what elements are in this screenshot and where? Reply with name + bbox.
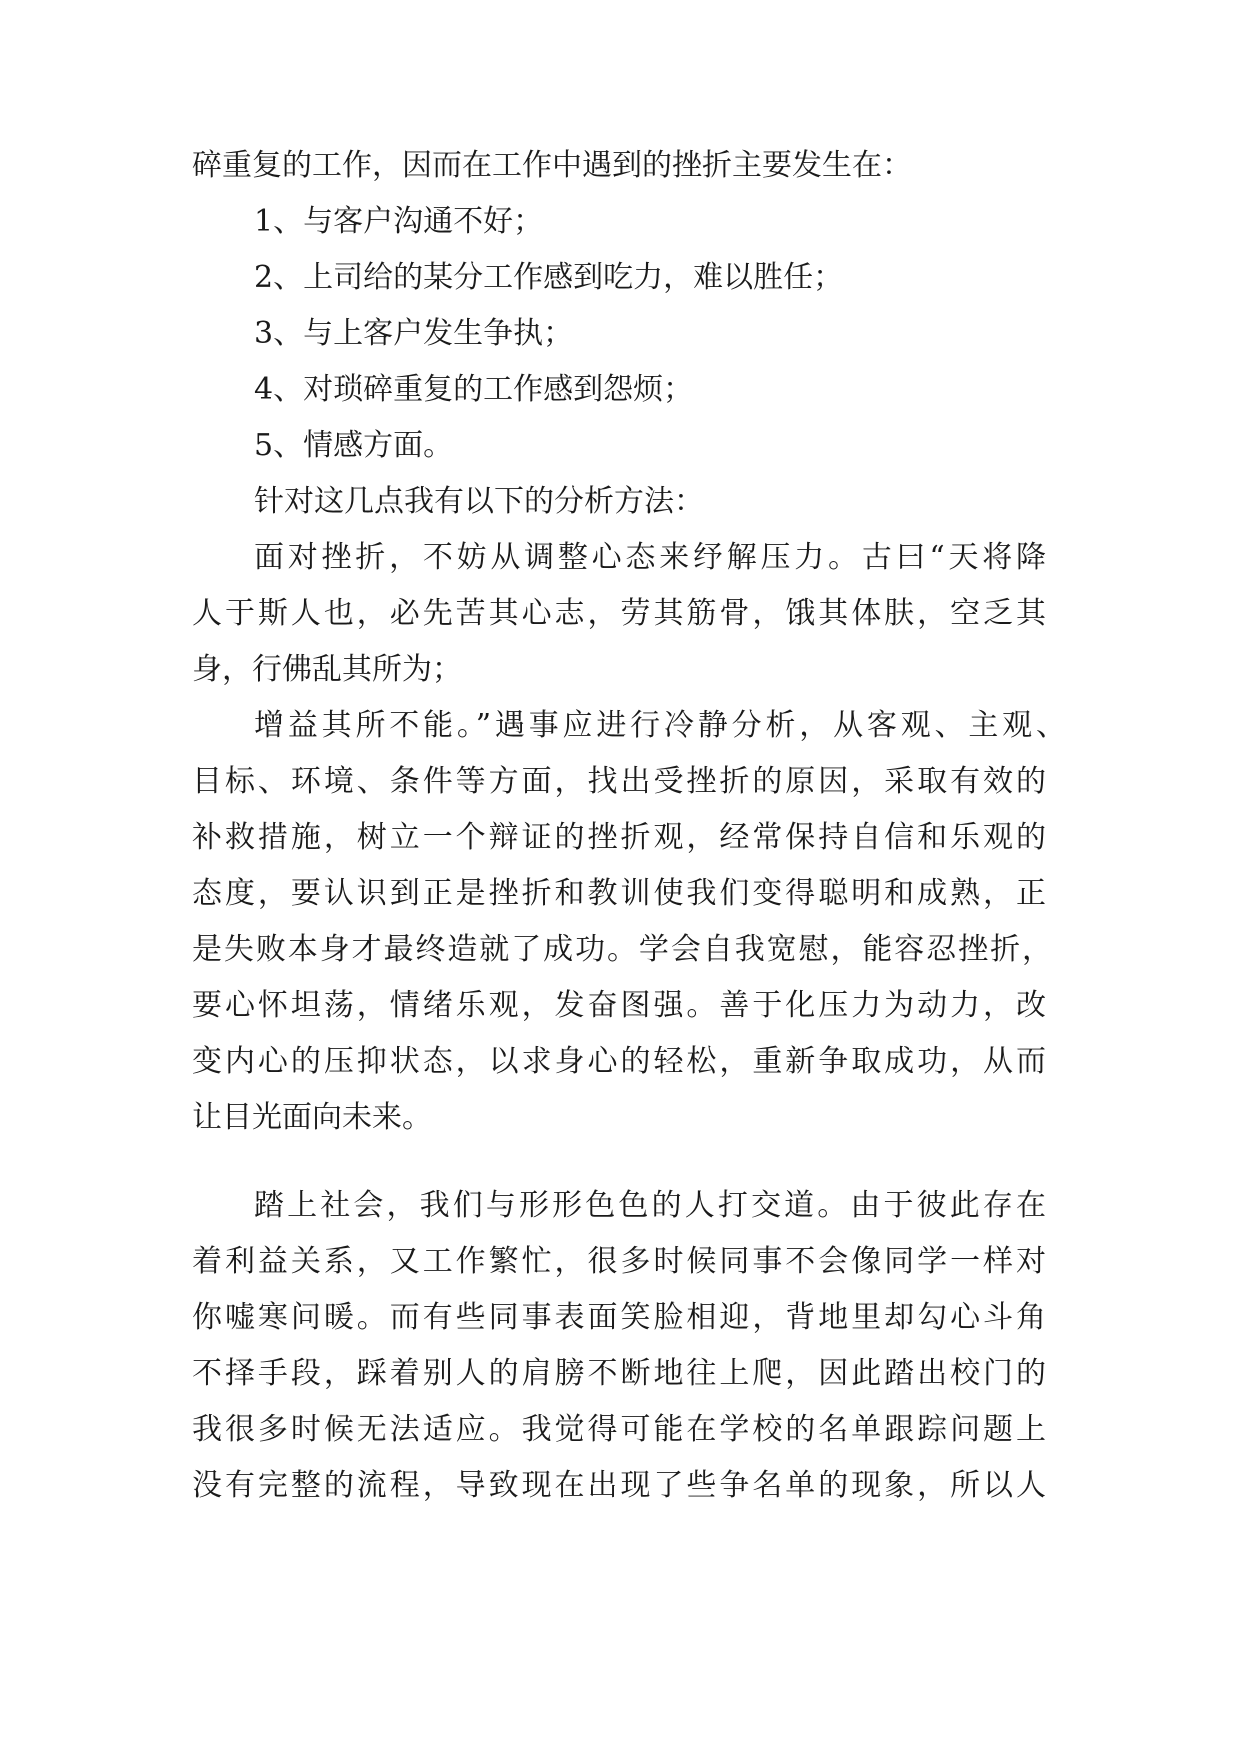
text-line [0, 1454, 1046, 1518]
text-line [0, 470, 1241, 534]
text-line-content: 4、对琐碎重复的工作感到怨烦； [254, 372, 694, 407]
text-line-content: 目标、环境、条件等方面，找出受挫折的原因，采取有效的 [192, 764, 1046, 799]
text-line [0, 1086, 1241, 1150]
text-line [0, 974, 1046, 1038]
text-line [0, 1230, 1046, 1294]
text-line [0, 1398, 1046, 1462]
text-line-content: 态度，要认识到正是挫折和教训使我们变得聪明和成熟，正 [192, 876, 1046, 911]
text-line-content: 不择手段，踩着别人的肩膀不断地往上爬，因此踏出校门的 [192, 1356, 1046, 1391]
text-line [0, 1030, 1046, 1094]
list-item [0, 190, 1241, 254]
text-line [0, 638, 1241, 702]
text-line [0, 862, 1046, 926]
text-line-content: 着利益关系，又工作繁忙，很多时候同事不会像同学一样对 [192, 1244, 1046, 1279]
text-line-content: 针对这几点我有以下的分析方法： [254, 484, 704, 519]
text-line [0, 526, 1046, 590]
text-line [0, 918, 1052, 982]
text-line-content: 踏上社会，我们与形形色色的人打交道。由于彼此存在 [254, 1188, 1046, 1223]
text-line-content: 5、情感方面。 [254, 428, 454, 463]
list-item [0, 246, 1241, 310]
text-line [0, 806, 1046, 870]
list-item [0, 302, 1241, 366]
text-line-content: 3、与上客户发生争执； [254, 316, 574, 351]
text-line-content: 要心怀坦荡，情绪乐观，发奋图强。善于化压力为动力，改 [192, 988, 1046, 1023]
list-item [0, 414, 1241, 478]
text-line-content: 变内心的压抑状态，以求身心的轻松，重新争取成功，从而 [192, 1044, 1046, 1079]
text-line-content: 1、与客户沟通不好； [254, 204, 544, 239]
text-line [0, 1286, 1046, 1350]
text-line [0, 134, 1241, 198]
text-line-content: 面对挫折，不妨从调整心态来纾解压力。古曰“天将降 [254, 540, 1046, 575]
text-line-content: 没有完整的流程，导致现在出现了些争名单的现象，所以人 [192, 1468, 1046, 1503]
text-line [0, 1342, 1046, 1406]
text-line-content: 2、上司给的某分工作感到吃力，难以胜任； [254, 260, 844, 295]
text-line [0, 582, 1046, 646]
text-line-content: 我很多时候无法适应。我觉得可能在学校的名单跟踪问题上 [192, 1412, 1046, 1447]
text-line-content: 你嘘寒问暖。而有些同事表面笑脸相迎，背地里却勾心斗角 [192, 1300, 1046, 1335]
text-line-content: 让目光面向未来。 [192, 1100, 432, 1135]
text-line-content: 身，行佛乱其所为； [192, 652, 462, 687]
text-line [0, 1174, 1046, 1238]
text-line [0, 750, 1046, 814]
text-line-content: 是失败本身才最终造就了成功。学会自我宽慰，能容忍挫折， [192, 932, 1052, 967]
text-line-content: 碎重复的工作，因而在工作中遇到的挫折主要发生在： [192, 148, 912, 183]
text-line-content: 补救措施，树立一个辩证的挫折观，经常保持自信和乐观的 [192, 820, 1046, 855]
text-line [0, 694, 1066, 758]
list-item [0, 358, 1241, 422]
text-line-content: 增益其所不能。”遇事应进行冷静分析，从客观、主观、 [254, 708, 1066, 743]
text-line-content: 人于斯人也，必先苦其心志，劳其筋骨，饿其体肤，空乏其 [192, 596, 1046, 631]
